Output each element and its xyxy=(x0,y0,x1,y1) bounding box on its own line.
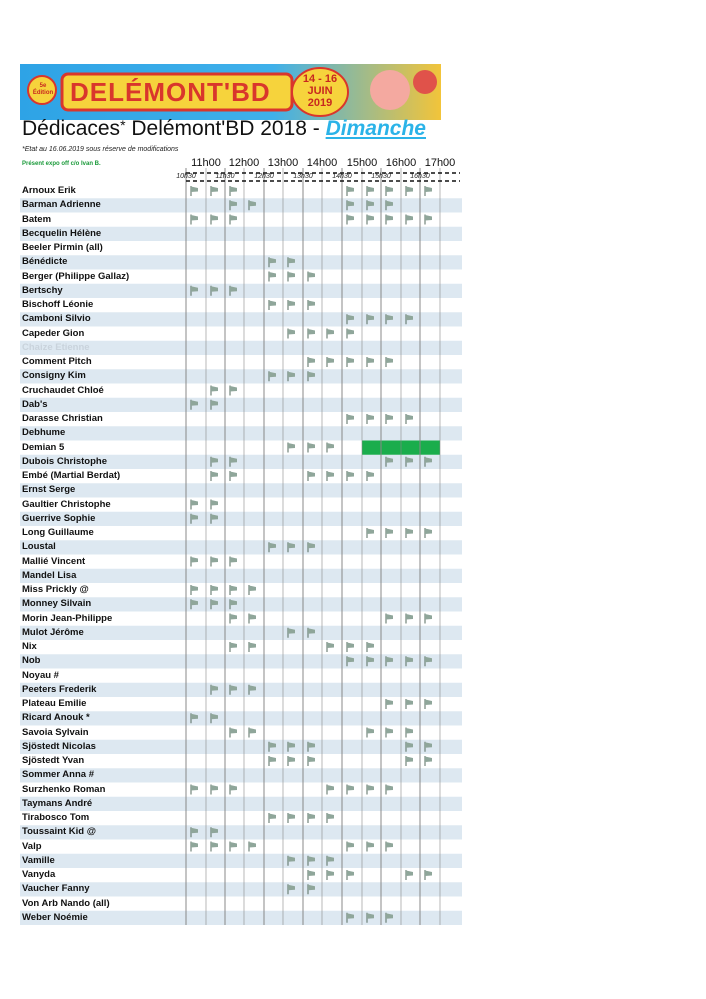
artist-name: Berger (Philippe Gallaz) xyxy=(22,270,130,282)
festival-logo-text: DELÉMONT'BD xyxy=(70,77,271,107)
flag-icon xyxy=(367,414,374,424)
flag-icon xyxy=(269,272,276,282)
flag-icon xyxy=(211,215,218,225)
artist-name: Batem xyxy=(22,213,52,225)
artist-name: Toussaint Kid @ xyxy=(22,826,97,838)
flag-icon xyxy=(425,528,432,538)
flag-icon xyxy=(386,414,393,424)
flag-icon xyxy=(308,443,315,453)
flag-icon xyxy=(386,699,393,709)
artist-name: Valp xyxy=(22,840,42,852)
flag-icon xyxy=(230,386,237,396)
artist-name: Mandel Lisa xyxy=(22,569,77,581)
artist-name: Darasse Christian xyxy=(22,413,103,424)
day-label: Dimanche xyxy=(325,117,426,140)
half-hour-label: 11h30 xyxy=(215,173,235,180)
flag-icon xyxy=(308,813,315,823)
flag-icon xyxy=(308,329,315,339)
flag-icon xyxy=(367,215,374,225)
flag-icon xyxy=(230,557,237,567)
flag-icon xyxy=(269,300,276,310)
hour-label: 11h00 xyxy=(191,157,221,169)
flag-icon xyxy=(367,642,374,652)
flag-icon xyxy=(211,500,218,510)
flag-icon xyxy=(327,357,334,367)
flag-icon xyxy=(211,585,218,595)
artist-name: Gaultier Christophe xyxy=(22,498,111,510)
flag-icon xyxy=(211,186,218,196)
flag-icon xyxy=(269,813,276,823)
artist-name: Chaize Etienne xyxy=(22,341,90,353)
flag-icon xyxy=(386,215,393,225)
artist-name: Dubois Christophe xyxy=(22,455,107,467)
artist-name: Monney Silvain xyxy=(22,598,92,610)
flag-icon xyxy=(308,870,315,880)
flag-icon xyxy=(191,785,198,795)
flag-icon xyxy=(347,329,354,339)
flag-icon xyxy=(406,756,413,766)
flag-icon xyxy=(425,870,432,880)
flag-icon xyxy=(347,357,354,367)
flag-icon xyxy=(347,215,354,225)
artist-name: Sjöstedt Yvan xyxy=(22,755,85,766)
flag-icon xyxy=(386,614,393,624)
flag-icon xyxy=(230,642,237,652)
flag-icon xyxy=(327,813,334,823)
flag-icon xyxy=(211,785,218,795)
artist-name: Beeler Pirmin (all) xyxy=(22,242,103,253)
flag-icon xyxy=(230,728,237,738)
artist-name: Tirabosco Tom xyxy=(22,812,90,823)
flag-icon xyxy=(249,728,256,738)
flag-icon xyxy=(191,585,198,595)
status-note: *Etat au 16.06.2019 sous réserve de modifications xyxy=(22,146,179,153)
flag-icon xyxy=(230,186,237,196)
hour-label: 12h00 xyxy=(228,157,260,169)
flag-icon xyxy=(249,642,256,652)
artist-name: Nix xyxy=(22,641,37,652)
flag-icon xyxy=(230,614,237,624)
hour-label: 13h00 xyxy=(267,157,299,169)
artist-name: Sommer Anna # xyxy=(22,769,94,781)
flag-icon xyxy=(269,756,276,766)
flag-icon xyxy=(230,785,237,795)
flag-icon xyxy=(191,186,198,196)
artist-name: Mallié Vincent xyxy=(22,555,86,567)
flag-icon xyxy=(288,272,295,282)
flag-icon xyxy=(347,785,354,795)
half-hour-label: 14h30 xyxy=(332,173,352,180)
flag-icon xyxy=(191,842,198,852)
artist-name: Savoia Sylvain xyxy=(22,726,89,738)
flag-icon xyxy=(347,642,354,652)
artist-name: Nob xyxy=(22,655,41,667)
flag-icon xyxy=(327,443,334,453)
flag-icon xyxy=(327,870,334,880)
hour-label: 14h00 xyxy=(306,157,338,169)
flag-icon xyxy=(367,528,374,538)
flag-icon xyxy=(386,842,393,852)
artist-name: Mulot Jérôme xyxy=(22,626,84,638)
flag-icon xyxy=(406,728,413,738)
flag-icon xyxy=(367,471,374,481)
edition-badge: 5e Édition xyxy=(32,83,54,96)
flag-icon xyxy=(191,500,198,510)
artist-name: Demian 5 xyxy=(22,441,65,453)
flag-icon xyxy=(406,699,413,709)
flag-icon xyxy=(386,728,393,738)
artist-name: Arnoux Erik xyxy=(22,185,76,196)
artist-name: Taymans André xyxy=(22,797,93,809)
flag-icon xyxy=(347,186,354,196)
flag-icon xyxy=(386,785,393,795)
half-hour-label: 13h30 xyxy=(293,173,313,180)
flag-icon xyxy=(406,414,413,424)
artist-name: Embé (Martial Berdat) xyxy=(22,470,121,481)
artist-name: Debhume xyxy=(22,427,66,439)
half-hour-label: 15h30 xyxy=(371,173,391,180)
half-hour-label: 10h30 xyxy=(176,173,196,180)
flag-icon xyxy=(347,870,354,880)
artist-name: Bertschy xyxy=(22,284,63,296)
artist-name: Ricard Anouk * xyxy=(22,712,90,724)
artist-name: Dab's xyxy=(22,398,48,410)
flag-icon xyxy=(327,785,334,795)
flag-icon xyxy=(367,728,374,738)
flag-icon xyxy=(288,813,295,823)
flag-icon xyxy=(347,842,354,852)
flag-icon xyxy=(211,842,218,852)
artist-name: Ernst Serge xyxy=(22,484,76,496)
artist-name: Cruchaudet Chloé xyxy=(22,384,104,396)
flag-icon xyxy=(406,186,413,196)
flag-icon xyxy=(327,329,334,339)
flag-icon xyxy=(367,842,374,852)
artist-name: Weber Noémie xyxy=(22,911,88,923)
artist-name: Loustal xyxy=(22,541,56,553)
flag-icon xyxy=(327,471,334,481)
artist-name: Vamille xyxy=(22,854,55,866)
flag-icon xyxy=(230,215,237,225)
artist-name: Vanyda xyxy=(22,869,56,880)
flag-icon xyxy=(308,471,315,481)
flag-icon xyxy=(288,329,295,339)
page-title: Dédicaces* Delémont'BD 2018 - Dimanche xyxy=(22,117,426,140)
flag-icon xyxy=(406,528,413,538)
artist-name: Sjöstedt Nicolas xyxy=(22,740,96,752)
flag-icon xyxy=(406,614,413,624)
artist-name: Peeters Frederik xyxy=(22,683,97,695)
artist-name: Bischoff Léonie xyxy=(22,299,94,310)
flag-icon xyxy=(230,471,237,481)
flag-icon xyxy=(347,471,354,481)
flag-icon xyxy=(425,756,432,766)
hour-label: 15h00 xyxy=(346,157,378,169)
half-hour-label: 12h30 xyxy=(254,173,274,180)
half-hour-label: 16h30 xyxy=(410,173,430,180)
artist-name: Guerrive Sophie xyxy=(22,512,96,524)
artist-name: Noyau # xyxy=(22,669,59,681)
expo-note: Présent expo off c/o Ivan B. xyxy=(22,161,101,167)
flag-icon xyxy=(288,756,295,766)
artist-name: Von Arb Nando (all) xyxy=(22,897,110,909)
flag-icon xyxy=(249,614,256,624)
flag-icon xyxy=(211,386,218,396)
flag-icon xyxy=(406,870,413,880)
flag-icon xyxy=(367,785,374,795)
flag-icon xyxy=(386,357,393,367)
flag-icon xyxy=(308,300,315,310)
flag-icon xyxy=(230,842,237,852)
flag-icon xyxy=(386,528,393,538)
artist-name: Comment Pitch xyxy=(22,356,92,367)
artist-name: Surzhenko Roman xyxy=(22,783,106,795)
flag-icon xyxy=(191,215,198,225)
flag-icon xyxy=(249,585,256,595)
artist-name: Long Guillaume xyxy=(22,527,94,538)
hour-label: 16h00 xyxy=(385,157,417,169)
festival-dates: 14 - 16 JUIN 2019 xyxy=(302,73,338,109)
artist-name: Becquelin Hélène xyxy=(22,227,102,239)
flag-icon xyxy=(308,272,315,282)
flag-icon xyxy=(406,215,413,225)
flag-icon xyxy=(288,300,295,310)
flag-icon xyxy=(367,357,374,367)
flag-icon xyxy=(308,756,315,766)
flag-icon xyxy=(425,215,432,225)
artist-name: Vaucher Fanny xyxy=(22,883,90,895)
flag-icon xyxy=(288,443,295,453)
artist-name: Morin Jean-Philippe xyxy=(22,612,113,624)
artist-name: Consigny Kim xyxy=(22,370,86,382)
flag-icon xyxy=(308,357,315,367)
artist-name: Miss Prickly @ xyxy=(22,584,89,595)
flag-icon xyxy=(425,699,432,709)
artist-name: Bénédicte xyxy=(22,256,68,268)
flag-icon xyxy=(249,842,256,852)
flag-icon xyxy=(367,186,374,196)
artist-name: Camboni Silvio xyxy=(22,313,91,325)
artist-name: Barman Adrienne xyxy=(22,199,101,211)
artist-name: Capeder Gion xyxy=(22,327,85,339)
flag-icon xyxy=(211,557,218,567)
flag-icon xyxy=(347,414,354,424)
flag-icon xyxy=(191,557,198,567)
hour-label: 17h00 xyxy=(424,157,456,169)
flag-icon xyxy=(386,186,393,196)
artist-name: Plateau Emilie xyxy=(22,698,87,709)
flag-icon xyxy=(327,642,334,652)
flag-icon xyxy=(211,471,218,481)
flag-icon xyxy=(230,585,237,595)
flag-icon xyxy=(425,614,432,624)
flag-icon xyxy=(425,186,432,196)
